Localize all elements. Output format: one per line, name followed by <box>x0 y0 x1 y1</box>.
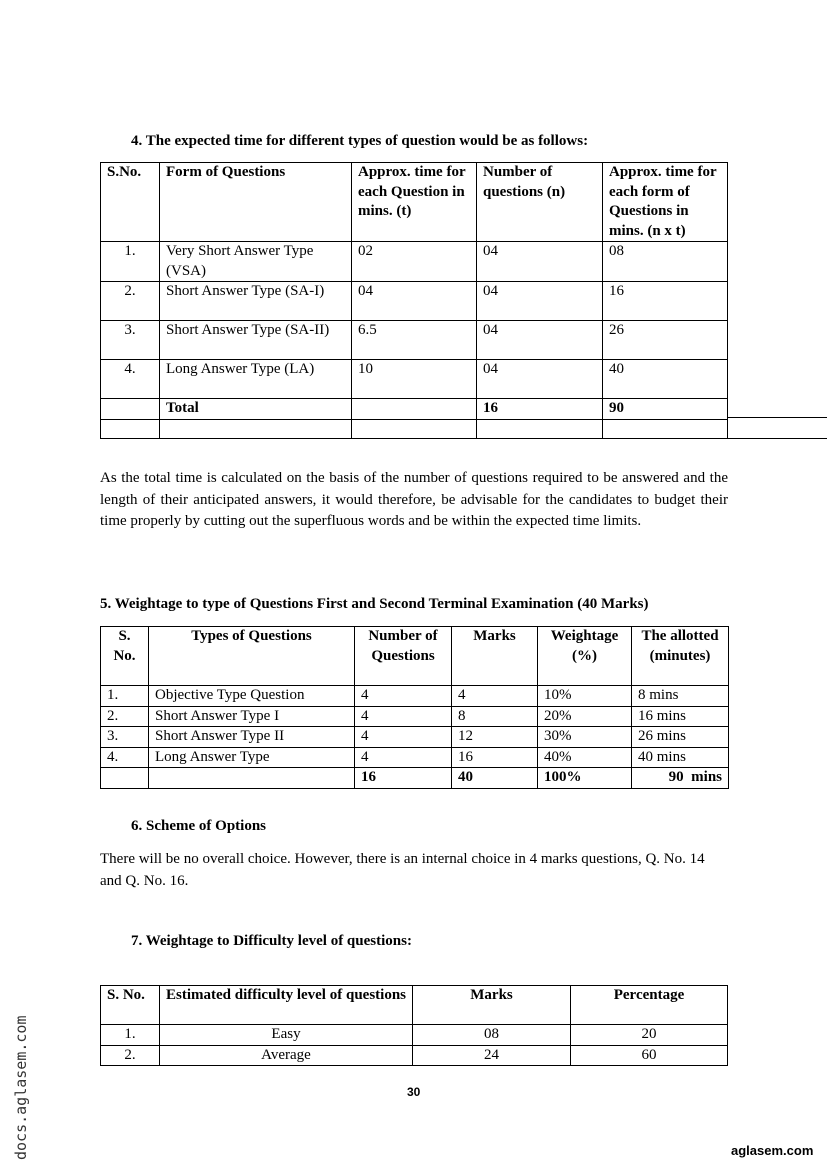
column-header: Percentage <box>571 986 728 1025</box>
cell: 40 mins <box>632 747 729 768</box>
cell: Very Short Answer Type (VSA) <box>160 242 352 282</box>
cell: 24 <box>413 1045 571 1066</box>
cell: 1. <box>101 1025 160 1046</box>
weightage-type-table <box>100 626 729 789</box>
cell: Long Answer Type <box>149 747 355 768</box>
cell: 16 <box>452 747 538 768</box>
table-row <box>101 242 728 282</box>
cell: 1. <box>101 686 149 707</box>
column-header: Number of questions (n) <box>477 163 603 242</box>
table-row <box>101 1045 728 1066</box>
cell: 16 mins <box>632 706 729 727</box>
table-row <box>101 282 728 321</box>
cell: Easy <box>160 1025 413 1046</box>
cell: 4 <box>355 686 452 707</box>
cell: 4 <box>355 706 452 727</box>
difficulty-table <box>100 985 728 1066</box>
empty-row <box>101 419 728 438</box>
cell: 04 <box>477 360 603 399</box>
column-header: Weightage (%) <box>538 627 632 686</box>
table-overflow-cell <box>727 417 827 439</box>
cell: 16 <box>603 282 728 321</box>
total-questions: 16 <box>477 399 603 420</box>
cell: Average <box>160 1045 413 1066</box>
column-header: Approx. time for each Question in mins. (t) <box>352 163 477 242</box>
cell: 40 <box>603 360 728 399</box>
section-4-heading: 4. The expected time for different types of question would be as follows: <box>131 133 589 149</box>
total-time: 90 <box>603 399 728 420</box>
cell: 04 <box>477 242 603 282</box>
page-number: 30 <box>407 1085 421 1099</box>
cell: 08 <box>603 242 728 282</box>
cell: 10 <box>352 360 477 399</box>
table-row <box>101 686 729 707</box>
cell: 04 <box>477 321 603 360</box>
table-header-row <box>101 163 728 242</box>
column-header: The allotted (minutes) <box>632 627 729 686</box>
column-header: Number of Questions <box>355 627 452 686</box>
cell: 3. <box>101 727 149 748</box>
total-row <box>101 768 729 789</box>
cell: 10% <box>538 686 632 707</box>
column-header: S. No. <box>101 627 149 686</box>
table-row <box>101 321 728 360</box>
cell: 4. <box>101 747 149 768</box>
expected-time-table <box>100 162 728 439</box>
cell: 3. <box>101 321 160 360</box>
section-5-heading: 5. Weightage to type of Questions First and Second Terminal Examination (40 Marks) <box>100 596 649 612</box>
cell: 02 <box>352 242 477 282</box>
table-header-row <box>101 986 728 1025</box>
section-7-heading: 7. Weightage to Difficulty level of questions: <box>131 933 412 949</box>
cell: 30% <box>538 727 632 748</box>
cell: 26 mins <box>632 727 729 748</box>
cell: Short Answer Type II <box>149 727 355 748</box>
side-watermark: docs.aglasem.com <box>12 1015 30 1160</box>
column-header: Form of Questions <box>160 163 352 242</box>
cell: 12 <box>452 727 538 748</box>
cell: 08 <box>413 1025 571 1046</box>
column-header: Types of Questions <box>149 627 355 686</box>
total-marks: 40 <box>452 768 538 789</box>
table-row <box>101 727 729 748</box>
cell: 20% <box>538 706 632 727</box>
cell: 2. <box>101 282 160 321</box>
cell: 2. <box>101 706 149 727</box>
cell: 2. <box>101 1045 160 1066</box>
column-header: Marks <box>452 627 538 686</box>
column-header: S. No. <box>101 986 160 1025</box>
cell: 8 <box>452 706 538 727</box>
brand-logo-text: aglasem.com <box>731 1143 814 1158</box>
section-6-heading: 6. Scheme of Options <box>131 818 266 834</box>
total-label: Total <box>160 399 352 420</box>
time-advice-paragraph: As the total time is calculated on the basis of the number of questions required to be answered and the length of their anticipated answers, it would therefore, be advisable for the candidates to budget their time properly by cutting out the superfluous words and be within the expected time limits. <box>100 470 728 529</box>
column-header: Approx. time for each form of Questions in mins. (n x t) <box>603 163 728 242</box>
total-weightage: 100% <box>538 768 632 789</box>
cell: 20 <box>571 1025 728 1046</box>
cell: 4 <box>355 727 452 748</box>
cell: 04 <box>477 282 603 321</box>
total-minutes: 90 mins <box>632 768 729 789</box>
table-row <box>101 706 729 727</box>
total-row <box>101 399 728 420</box>
cell: 8 mins <box>632 686 729 707</box>
cell <box>352 399 477 420</box>
cell: 4 <box>452 686 538 707</box>
cell <box>101 399 160 420</box>
cell: Short Answer Type (SA-II) <box>160 321 352 360</box>
cell: 40% <box>538 747 632 768</box>
column-header: Marks <box>413 986 571 1025</box>
cell: 26 <box>603 321 728 360</box>
cell: Long Answer Type (LA) <box>160 360 352 399</box>
cell: Short Answer Type (SA-I) <box>160 282 352 321</box>
cell: Short Answer Type I <box>149 706 355 727</box>
cell: 60 <box>571 1045 728 1066</box>
cell: 4. <box>101 360 160 399</box>
table-row <box>101 360 728 399</box>
cell: 04 <box>352 282 477 321</box>
column-header: Estimated difficulty level of questions <box>160 986 413 1025</box>
cell: 4 <box>355 747 452 768</box>
total-questions: 16 <box>355 768 452 789</box>
cell: 6.5 <box>352 321 477 360</box>
table-row <box>101 747 729 768</box>
cell: Objective Type Question <box>149 686 355 707</box>
cell: 1. <box>101 242 160 282</box>
column-header: S.No. <box>101 163 160 242</box>
table-header-row <box>101 627 729 686</box>
table-row <box>101 1025 728 1046</box>
options-paragraph: There will be no overall choice. However, there is an internal choice in 4 marks questions, Q. No. 14 and Q. No. 16. <box>100 851 705 889</box>
